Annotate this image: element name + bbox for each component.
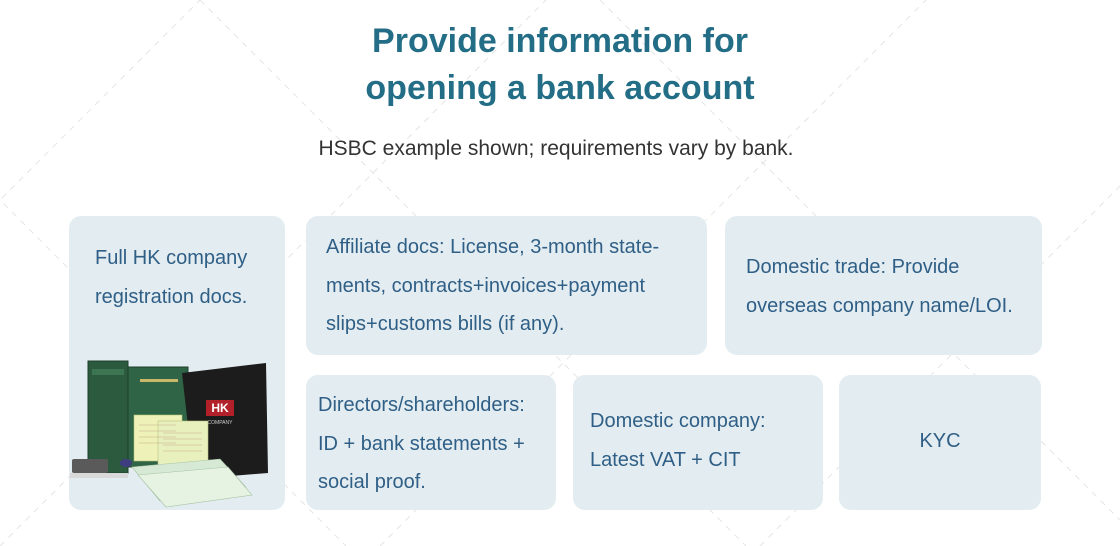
card-domestic-company-line-1: Domestic company:	[590, 410, 766, 432]
card-kyc	[839, 375, 1041, 510]
page-title-line-2: opening a bank account	[365, 69, 755, 107]
card-domestic-company-line-2: Latest VAT + CIT	[590, 448, 741, 471]
bag-logo: HK	[211, 401, 229, 415]
card-directors-line-2: ID + bank statements +	[318, 432, 525, 455]
card-directors-line-1: Directors/shareholders:	[318, 394, 525, 416]
page-title-line-1: Provide information for	[372, 22, 748, 60]
card-domestic-trade-line-1: Domestic trade: Provide	[746, 256, 960, 278]
card-affiliate-docs-line-2: ments, contracts+invoices+payment	[326, 274, 646, 297]
card-affiliate-docs-line-1: Affiliate docs: License, 3-month state-	[326, 236, 660, 258]
card-directors-line-3: social proof.	[318, 471, 426, 493]
page-title	[0, 18, 1120, 112]
card-directors-shareholders	[306, 375, 556, 510]
card-company-docs-line-2: registration docs.	[95, 285, 248, 308]
card-affiliate-docs-line-3: slips+customs bills (if any).	[326, 313, 565, 335]
page-subtitle: HSBC example shown; requirements vary by bank.	[318, 137, 794, 160]
card-affiliate-docs	[306, 216, 707, 355]
card-domestic-trade	[725, 216, 1042, 355]
card-kyc-label: KYC	[919, 430, 961, 452]
document-folders-illustration	[70, 355, 270, 510]
card-domestic-trade-line-2: overseas company name/LOI.	[746, 294, 1013, 317]
card-domestic-company	[573, 375, 823, 510]
card-company-docs-line-1: Full HK company	[95, 247, 248, 269]
bag-caption: COMPANY	[207, 420, 233, 426]
